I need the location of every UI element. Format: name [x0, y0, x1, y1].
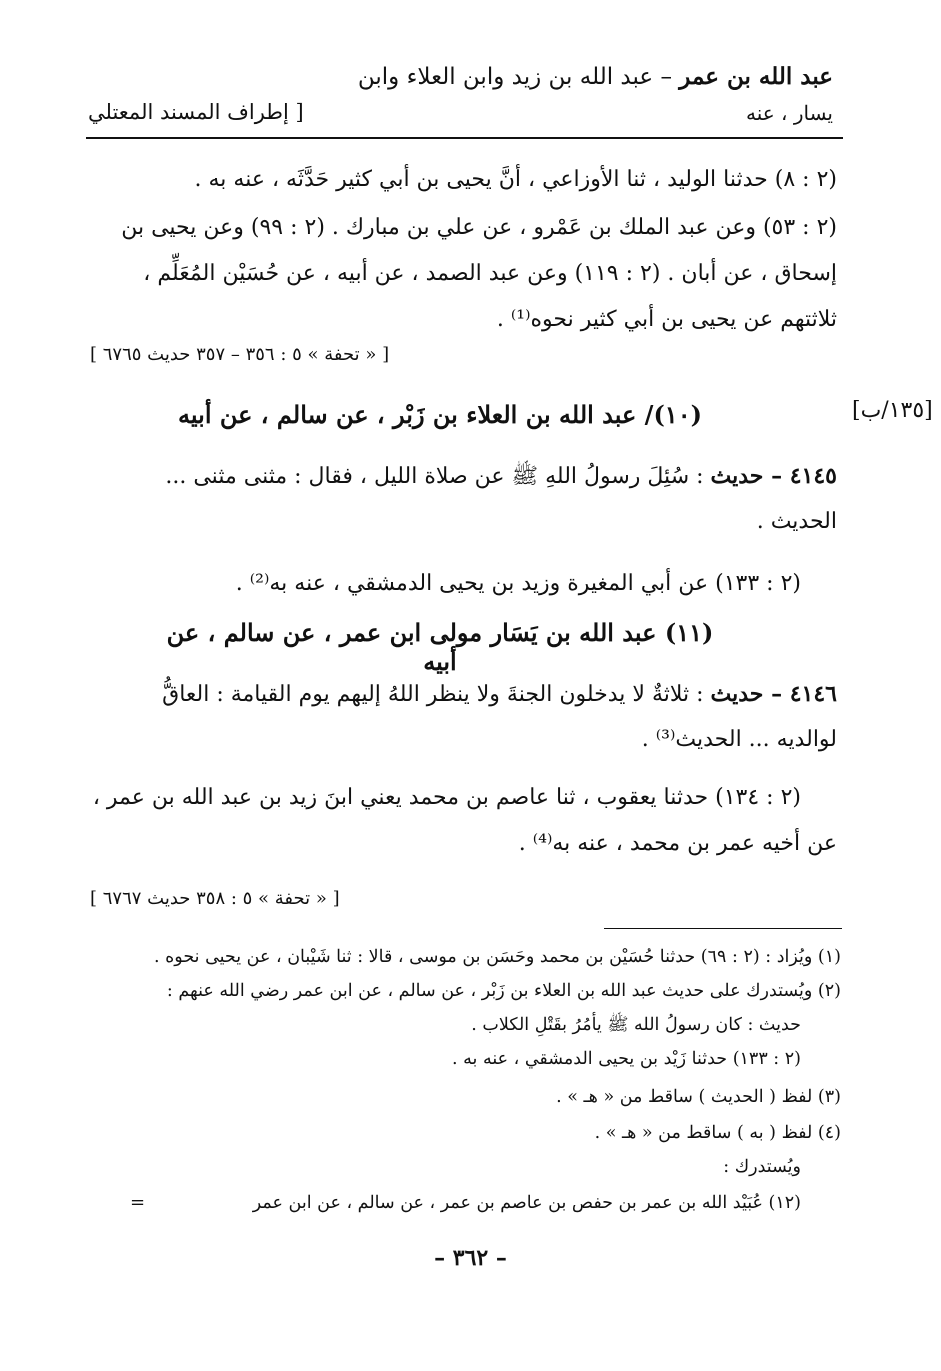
running-header-subtitle: يسار ، عنه [745, 101, 833, 125]
footnote-4-addendum-text: (١٢) عُبَيْد الله بن عمر بن حفص بن عاصم بن عمر ، عن سالم ، عن ابن عمر [252, 1193, 801, 1213]
footnote-2-chain: (٢ : ١٣٣) حدثنا زَيْد بن يحيى الدمشقي ، عنه به . [452, 1049, 801, 1069]
footnote-3: (٣) لفظ ( الحديث ) ساقط من « هـ » . [556, 1087, 841, 1107]
footnote-2: (٢) ويُستدرك على حديث عبد الله بن العلاء بن زَبْر ، عن سالم ، عن ابن عمر رضي الله عنهم : [166, 981, 841, 1001]
running-header-book-title: [ إطراف المسند المعتلي [88, 100, 304, 124]
footnote-2-hadith: حديث : كان رسولُ الله ﷺ يأمُرُ بقَتْلِ الكلاب . [471, 1015, 801, 1035]
tuhfa-reference-1: [ « تحفة » ٥ : ٣٥٦ – ٣٥٧ حديث ٦٧٦٥ ] [90, 344, 390, 365]
header-title-bold: عبد الله بن عمر [679, 63, 833, 90]
footnote-rule [604, 928, 842, 929]
hadith-text: : سُئِلَ رسولُ اللهِ ﷺ عن صلاة الليل ، فقال : مثنى مثنى ... [165, 464, 711, 489]
hadith-number: ٤١٤٥ – حديث [710, 463, 837, 489]
hadith-4145 [85, 452, 837, 501]
page-number: – ٣٦٢ – [434, 1245, 507, 1271]
hadith-number: ٤١٤٦ – حديث [710, 681, 837, 707]
footnote-4: (٤) لفظ ( به ) ساقط من « هـ » . [594, 1123, 841, 1143]
chain-4145: (٢ : ١٣٣) عن أبي المغيرة وزيد بن يحيى الدمشقي ، عنه به⁽²⁾ . [235, 571, 801, 596]
hadith-4145-cont: الحديث . [756, 509, 837, 534]
chain-4146-line-2: عن أخيه عمر بن محمد ، عنه به⁽⁴⁾ . [518, 831, 837, 856]
hadith-4146-cont: لوالديه ... الحديث⁽³⁾ . [641, 727, 837, 752]
running-header-title [353, 62, 833, 92]
section-heading-11: (١١) عبد الله بن يَسَار مولى ابن عمر ، عن سالم ، عن أبيه [166, 618, 714, 676]
header-title-rest: – عبد الله بن زيد وابن العلاء وابن [357, 64, 680, 90]
footnote-4-addendum-label: ويُستدرك : [723, 1157, 801, 1177]
continuation-mark: = [130, 1192, 146, 1213]
footnote-1: (١) ويُزاد : (٢ : ٦٩) حدثنا حُسَيْن بن محمد وحَسَن بن موسى ، قالا : ثنا شَيْبان ، عن يحيى نحوه . [154, 947, 841, 967]
footnote-4-addendum [66, 1186, 841, 1220]
chain-line-3: إسحاق ، عن أبان . (٢ : ١١٩) وعن عبد الصمد ، عن أبيه ، عن حُسَيْن المُعَلِّم ، [143, 261, 837, 286]
chain-line-4: ثلاثتهم عن يحيى بن أبي كثير نحوه⁽¹⁾ . [496, 307, 837, 332]
header-rule [86, 137, 843, 139]
hadith-text: : ثلاثةٌ لا يدخلون الجنةَ ولا ينظر اللهُ إليهم يوم القيامة : العاقُّ [162, 682, 711, 707]
section-heading-10: (١٠)/ عبد الله بن العلاء بن زَبْر ، عن سالم ، عن أبيه [178, 400, 702, 429]
tuhfa-reference-2: [ « تحفة » ٥ : ٣٥٨ حديث ٦٧٦٧ ] [90, 888, 340, 909]
chain-4146-line-1: (٢ : ١٣٤) حدثنا يعقوب ، ثنا عاصم بن محمد يعني ابنَ زيد بن عبد الله بن عمر ، [92, 785, 801, 810]
chain-line-2: (٢ : ٥٣) وعن عبد الملك بن عَمْرو ، عن علي بن مبارك . (٢ : ٩٩) وعن يحيى بن [121, 215, 837, 240]
hadith-4146 [85, 670, 837, 719]
manuscript-folio-note: [١٣٥/ب] [852, 398, 933, 423]
chain-line-1: (٢ : ٨) حدثنا الوليد ، ثنا الأوزاعي ، أنَّ يحيى بن أبي كثير حَدَّثَه ، عنه به . [194, 167, 837, 192]
